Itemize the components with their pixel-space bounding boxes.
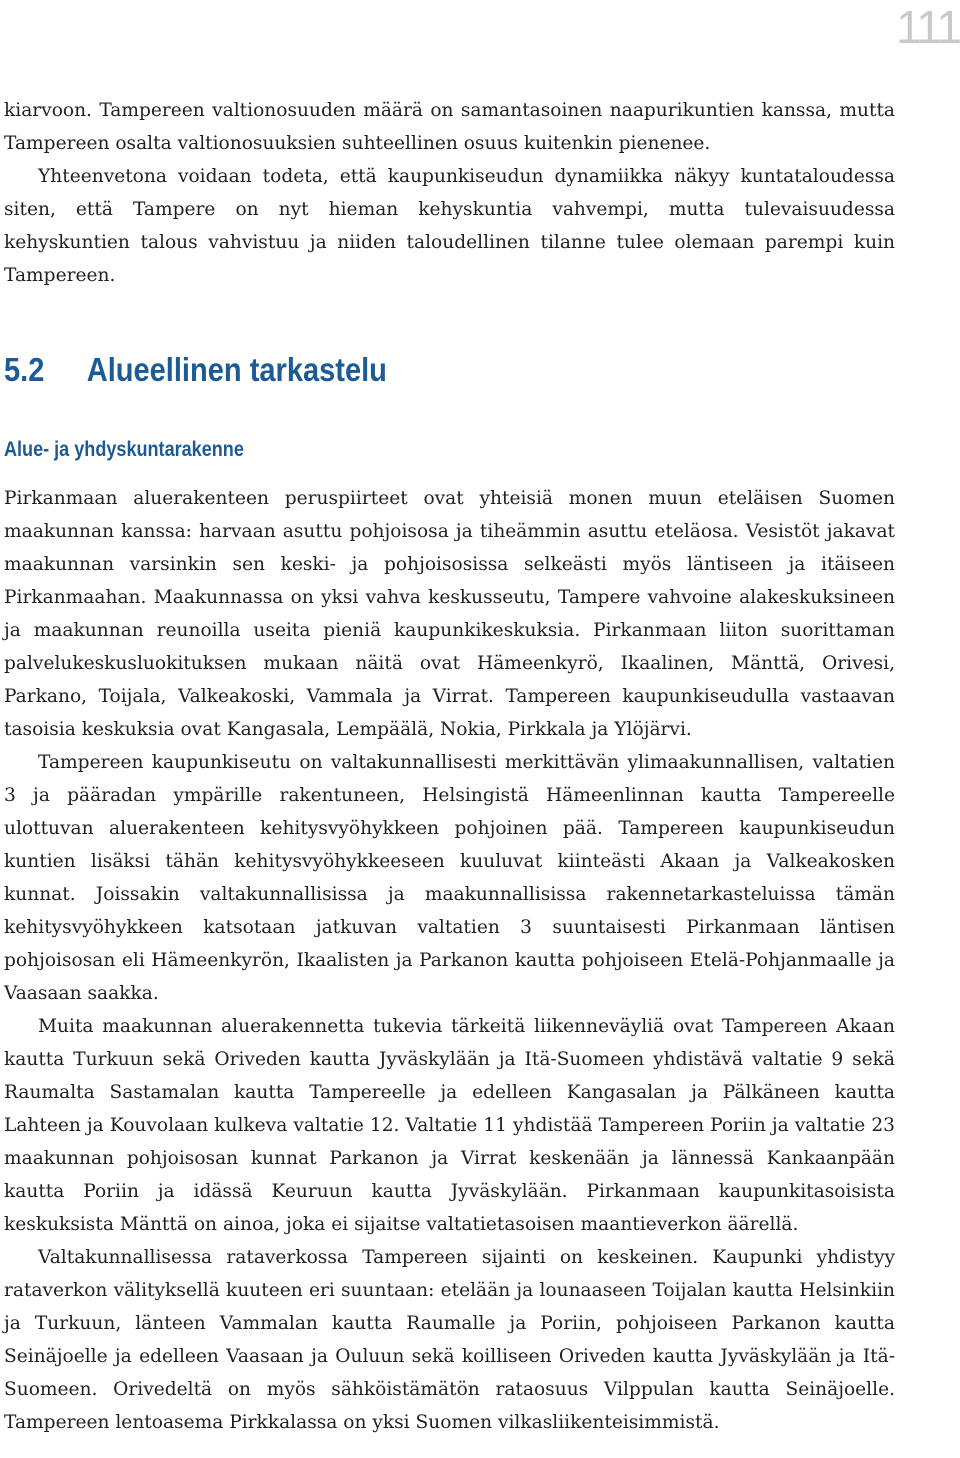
intro-paragraph-1: kiarvoon. Tampereen valtionosuuden määrä on samantasoinen naapurikuntien kanssa, mutta Tampereen osalta valtionosuuksien suhteellinen osuus kuitenkin pienenee.: [4, 100, 895, 154]
section-title: Alueellinen tarkastelu: [86, 351, 387, 388]
page-number: 111: [896, 1, 960, 53]
body-text-block: [4, 482, 895, 1439]
body-paragraph-4: Valtakunnallisessa rataverkossa Tampereen sijainti on keskeinen. Kaupunki yhdistyy rataverkon välityksellä kuuteen eri suuntaan: etelään ja lounaaseen Toijalan kautta Helsinkiin ja Turkuun, länteen Vammalan kautta Raumalle ja Poriin, pohjoiseen Parkanon kautta Seinäjoelle ja edelleen Vaasaan ja Ouluun sekä koilliseen Oriveden kautta Jyväskylään ja Itä-Suomeen. Orivedeltä on myös sähköistämätön rataosuus Vilppulan kautta Seinäjoelle. Tampereen lentoasema Pirkkalassa on yksi Suomen vilkasliikenteisimmistä.: [4, 1247, 895, 1433]
body-paragraph-1: Pirkanmaan aluerakenteen peruspiirteet ovat yhteisiä monen muun eteläisen Suomen maakunnan kanssa: harvaan asuttu pohjoisosa ja tiheämmin asuttu eteläosa. Vesistöt jakavat maakunnan varsinkin sen keski- ja pohjoisosissa selkeästi myös läntiseen ja itäiseen Pirkanmaahan. Maakunnassa on yksi vahva keskusseutu, Tampere vahvoine alakeskuksineen ja maakunnan reunoilla useita pieniä kaupunkikeskuksia. Pirkanmaan liiton suorittaman palvelukeskusluokituksen mukaan näitä ovat Hämeenkyrö, Ikaalinen, Mänttä, Orivesi, Parkano, Toijala, Valkeakoski, Vammala ja Virrat. Tampereen kaupunkiseudulla vastaavan tasoisia keskuksia ovat Kangasala, Lempäälä, Nokia, Pirkkala ja Ylöjärvi.: [4, 488, 895, 740]
subsection-heading: Alue- ja yhdyskuntarakenne: [4, 438, 244, 461]
intro-text-block: [4, 94, 895, 292]
section-number: 5.2: [4, 351, 45, 388]
intro-paragraph-2: Yhteenvetona voidaan todeta, että kaupunkiseudun dynamiikka näkyy kuntataloudessa siten, että Tampere on nyt hieman kehyskuntia vahvempi, mutta tulevaisuudessa kehyskuntien talous vahvistuu ja niiden taloudellinen tilanne tulee olemaan parempi kuin Tampereen.: [4, 166, 895, 286]
body-paragraph-3: Muita maakunnan aluerakennetta tukevia tärkeitä liikenneväyliä ovat Tampereen Akaan kautta Turkuun sekä Oriveden kautta Jyväskylään ja Itä-Suomeen yhdistävä valtatie 9 sekä Raumalta Sastamalan kautta Tampereelle ja edelleen Kangasalan ja Pälkäneen kautta Lahteen ja Kouvolaan kulkeva valtatie 12. Valtatie 11 yhdistää Tampereen Poriin ja valtatie 23 maakunnan pohjoisosan kunnat Parkanon ja Virrat keskenään ja lännessä Kankaanpään kautta Poriin ja idässä Keuruun kautta Jyväskylään. Pirkanmaan kaupunkitasoisista keskuksista Mänttä on ainoa, joka ei sijaitse valtatietasoisen maantieverkon äärellä.: [4, 1016, 895, 1235]
section-heading: [4, 348, 387, 392]
body-paragraph-2: Tampereen kaupunkiseutu on valtakunnallisesti merkittävän ylimaakunnallisen, valtatien 3 ja pääradan ympärille rakentuneen, Helsingistä Hämeenlinnan kautta Tampereelle ulottuvan aluerakenteen kehitysvyöhykkeen pohjoinen pää. Tampereen kaupunkiseudun kuntien lisäksi tähän kehitysvyöhykkeeseen kuuluvat kiinteästi Akaan ja Valkeakosken kunnat. Joissakin valtakunnallisissa ja maakunnallisissa rakennetarkasteluissa tämän kehitysvyöhykkeen katsotaan jatkuvan valtatien 3 suuntaisesti Pirkanmaan läntisen pohjoisosan eli Hämeenkyrön, Ikaalisten ja Parkanon kautta pohjoiseen Etelä-Pohjanmaalle ja Vaasaan saakka.: [4, 752, 895, 1004]
